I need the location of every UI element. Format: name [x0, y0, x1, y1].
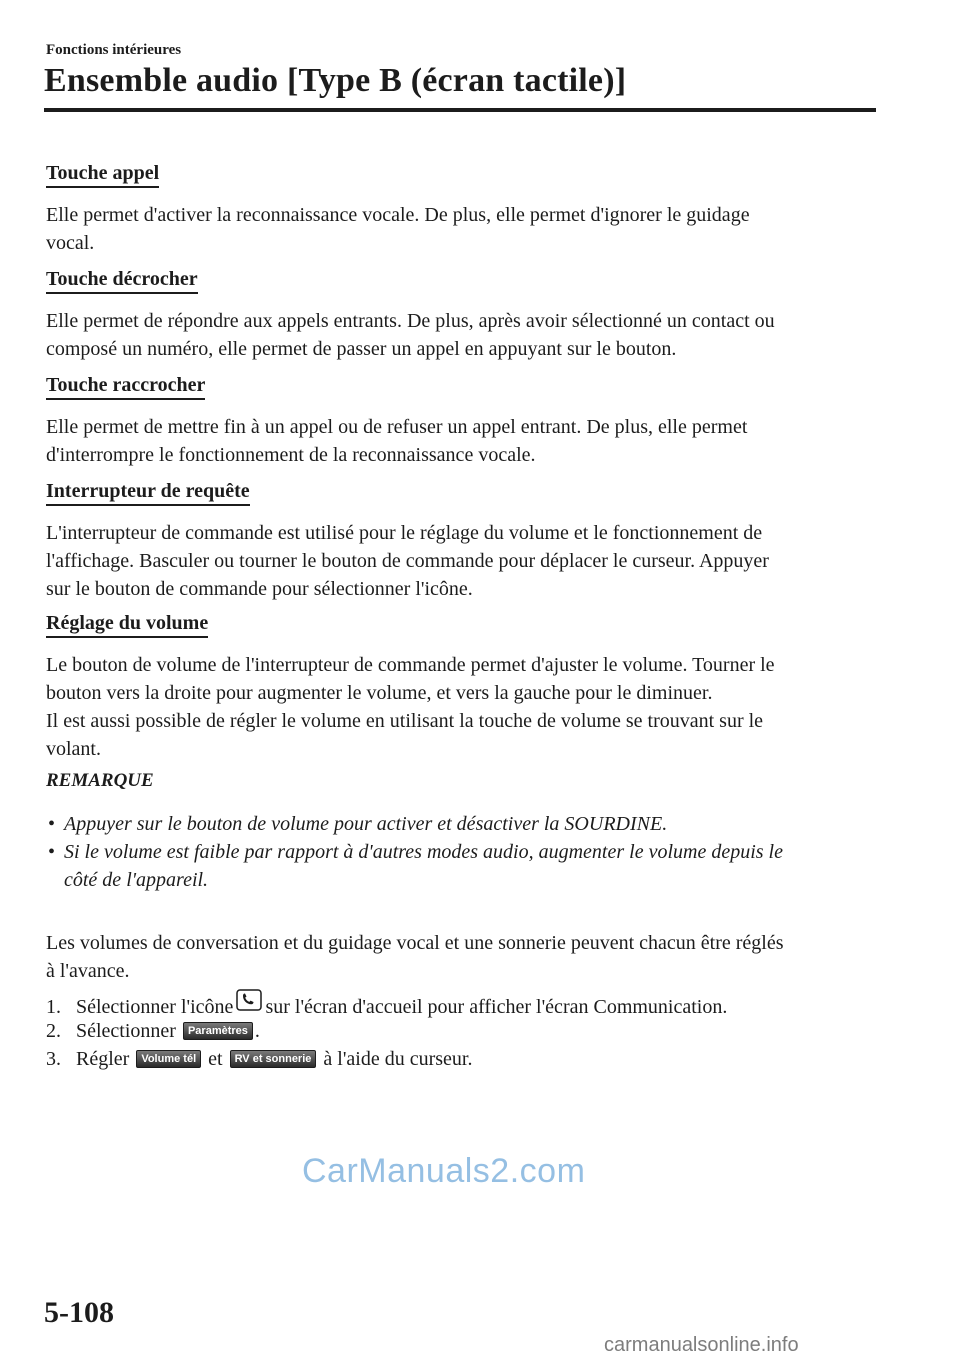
text-line: l'affichage. Basculer ou tourner le bouton de commande pour déplacer le curseur. Appuyer — [46, 550, 769, 572]
text-line: Le bouton de volume de l'interrupteur de commande permet d'ajuster le volume. Tourner le — [46, 654, 775, 676]
note-text: Si le volume est faible par rapport à d'autres modes audio, augmenter le volume depuis le — [64, 841, 783, 863]
paragraph-pickup-button — [46, 307, 876, 363]
settings-button-image: Paramètres — [183, 1022, 253, 1040]
heading-commander-switch: Interrupteur de requête — [46, 480, 250, 506]
paragraph-hangup-button — [46, 413, 876, 469]
phone-volume-button-image: Volume tél — [136, 1050, 201, 1068]
step-text: Régler — [76, 1048, 130, 1070]
step-text: Sélectionner l'icône — [76, 996, 234, 1018]
text-line: composé un numéro, elle permet de passer un appel en appuyant sur le bouton. — [46, 338, 677, 360]
step-number: 1. — [46, 996, 61, 1018]
text-line: L'interrupteur de commande est utilisé pour le réglage du volume et le fonctionnement de — [46, 522, 763, 544]
note-heading: REMARQUE — [46, 770, 154, 791]
paragraph-commander-switch — [46, 519, 876, 603]
text-line: Elle permet de répondre aux appels entrants. De plus, après avoir sélectionné un contact ou — [46, 310, 775, 332]
watermark: CarManuals2.com — [302, 1152, 586, 1190]
step-text: sur l'écran d'accueil pour afficher l'écran Communication. — [265, 996, 728, 1018]
text-line: à l'avance. — [46, 960, 130, 982]
text-line: bouton vers la droite pour augmenter le volume, et vers la gauche pour le diminuer. — [46, 682, 713, 704]
note-item-mute — [48, 810, 667, 838]
text-line: Elle permet de mettre fin à un appel ou de refuser un appel entrant. De plus, elle permet — [46, 416, 748, 438]
footer-watermark: carmanualsonline.info — [604, 1334, 799, 1356]
text-line: d'interrompre le fonctionnement de la reconnaissance vocale. — [46, 444, 536, 466]
heading-hangup-button: Touche raccrocher — [46, 374, 205, 400]
text-line: Elle permet d'activer la reconnaissance vocale. De plus, elle permet d'ignorer le guidage — [46, 204, 750, 226]
step-number: 3. — [46, 1048, 61, 1070]
page-number: 5-108 — [44, 1296, 114, 1329]
page-title: Ensemble audio [Type B (écran tactile)] — [44, 62, 627, 99]
paragraph-talk-button — [46, 201, 876, 257]
step-text: à l'aide du curseur. — [323, 1048, 473, 1070]
heading-volume-adjust: Réglage du volume — [46, 612, 208, 638]
phone-icon — [236, 989, 262, 1011]
step-number: 2. — [46, 1020, 61, 1042]
paragraph-volume-presets — [46, 929, 876, 985]
text-line: volant. — [46, 738, 101, 760]
text-line: Il est aussi possible de régler le volume en utilisant la touche de volume se trouvant sur le — [46, 710, 764, 732]
title-divider — [44, 108, 876, 112]
heading-pickup-button: Touche décrocher — [46, 268, 198, 294]
step-text: . — [254, 1020, 260, 1042]
note-text: Appuyer sur le bouton de volume pour activer et désactiver la SOURDINE. — [64, 813, 668, 835]
text-line: vocal. — [46, 232, 95, 254]
step-2 — [46, 1017, 260, 1045]
step-3 — [46, 1045, 473, 1073]
ringtone-volume-button-image: RV et sonnerie — [230, 1050, 317, 1068]
note-item-low-volume — [48, 838, 783, 894]
chapter-label: Fonctions intérieures — [46, 42, 182, 58]
bullet: • — [48, 841, 56, 863]
step-text: et — [208, 1048, 223, 1070]
heading-talk-button: Touche appel — [46, 162, 159, 188]
step-text: Sélectionner — [76, 1020, 176, 1042]
bullet: • — [48, 813, 56, 835]
paragraph-volume-adjust — [46, 651, 876, 763]
text-line: Les volumes de conversation et du guidage vocal et une sonnerie peuvent chacun être réglés — [46, 932, 784, 954]
note-text: côté de l'appareil. — [64, 869, 209, 891]
text-line: sur le bouton de commande pour sélectionner l'icône. — [46, 578, 473, 600]
